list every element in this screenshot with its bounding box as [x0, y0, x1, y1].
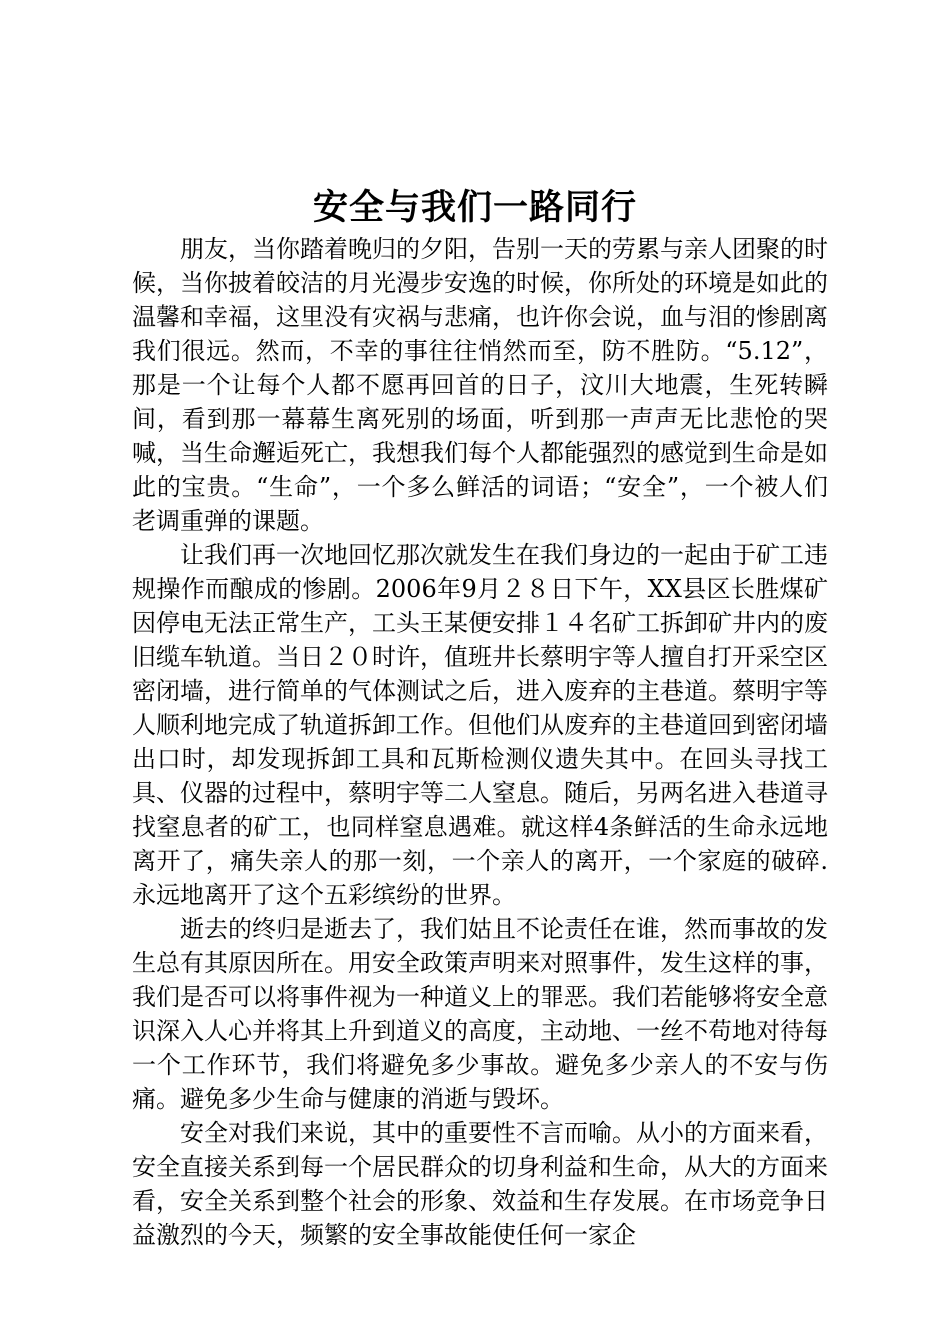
paragraph-2: 让我们再一次地回忆那次就发生在我们身边的一起由于矿工违规操作而酿成的惨剧。2006年9月２８日下午，XX县区长胜煤矿因停电无法正常生产，工头王某便安排１４名矿工拆卸矿井内的废旧缆车轨道。当日２０时许，值班井长蔡明宇等人擅自打开采空区密闭墙，进行简单的气体测试之后，进入废弃的主巷道。蔡明宇等人顺利地完成了轨道拆卸工作。但他们从废弃的主巷道回到密闭墙出口时，却发现拆卸工具和瓦斯检测仪遗失其中。在回头寻找工具、仪器的过程中，蔡明宇等二人窒息。随后，另两名进入巷道寻找窒息者的矿工，也同样窒息遇难。就这样4条鲜活的生命永远地离开了，痛失亲人的那一刻，一个亲人的离开，一个家庭的破碎.永远地离开了这个五彩缤纷的世界。 — [132, 541, 828, 909]
paragraph-3: 逝去的终归是逝去了，我们姑且不论责任在谁，然而事故的发生总有其原因所在。用安全政策声明来对照事件，发生这样的事，我们是否可以将事件视为一种道义上的罪恶。我们若能够将安全意识深入人心并将其上升到道义的高度，主动地、一丝不苟地对待每一个工作环节，我们将避免多少事故。避免多少亲人的不安与伤痛。避免多少生命与健康的消逝与毁坏。 — [132, 915, 828, 1113]
paragraph-1: 朋友，当你踏着晚归的夕阳，告别一天的劳累与亲人团聚的时候，当你披着皎洁的月光漫步安逸的时候，你所处的环境是如此的温馨和幸福，这里没有灾祸与悲痛，也许你会说，血与泪的惨剧离我们很远。然而，不幸的事往往悄然而至，防不胜防。“5.12”，那是一个让每个人都不愿再回首的日子，汶川大地震，生死转瞬间，看到那一幕幕生离死别的场面，听到那一声声无比悲怆的哭喊，当生命邂逅死亡，我想我们每个人都能强烈的感觉到生命是如此的宝贵。“生命”，一个多么鲜活的词语；“安全”，一个被人们老调重弹的课题。 — [132, 235, 828, 535]
document-body — [132, 232, 828, 1252]
document-title: 安全与我们一路同行 — [312, 187, 637, 228]
paragraph-4: 安全对我们来说，其中的重要性不言而喻。从小的方面来看，安全直接关系到每一个居民群众的切身利益和生命，从大的方面来看，安全关系到整个社会的形象、效益和生存发展。在市场竞争日益激烈的今天，频繁的安全事故能使任何一家企 — [132, 1119, 828, 1249]
